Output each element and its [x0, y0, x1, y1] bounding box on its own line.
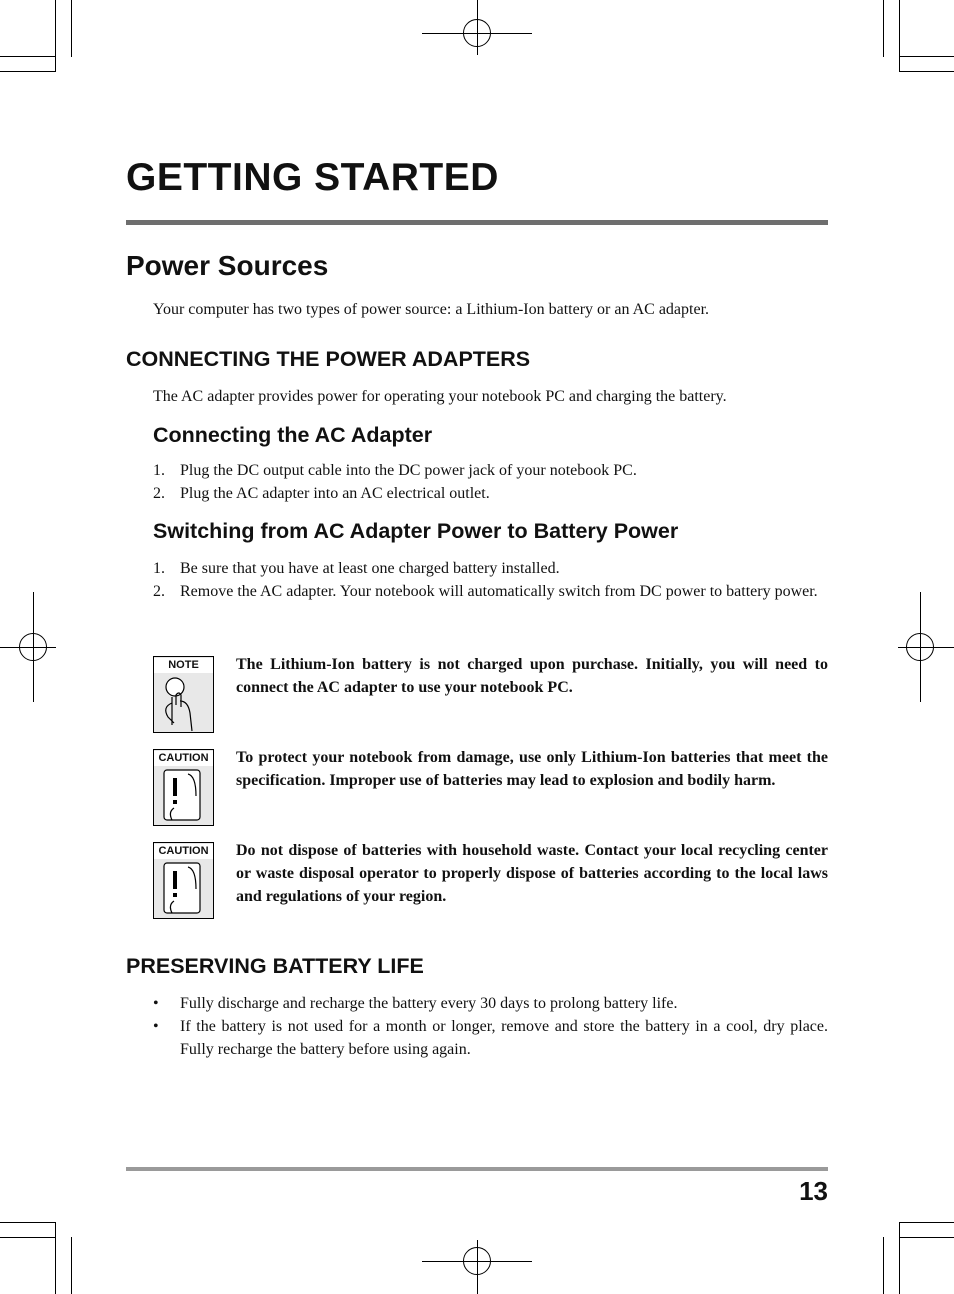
preserving-heading: PRESERVING BATTERY LIFE — [126, 954, 424, 978]
list-item — [153, 580, 828, 603]
list-marker: 1. — [153, 462, 165, 479]
page-number: 13 — [799, 1176, 828, 1206]
notice-label: CAUTION — [154, 844, 213, 859]
list-item — [153, 482, 828, 505]
note-hand-icon — [153, 656, 214, 733]
footer-rule — [126, 1167, 828, 1171]
list-text: Plug the DC output cable into the DC power jack of your notebook PC. — [180, 462, 637, 479]
notice-label: NOTE — [154, 658, 213, 673]
caution-exclamation-icon — [153, 749, 214, 826]
list-item — [153, 992, 828, 1015]
list-item — [153, 557, 828, 580]
notice-text: Do not dispose of batteries with household waste. Contact your local recycling center or waste disposal operator to properly dispose of batteries according to the local laws and regulations of your region. — [236, 842, 828, 905]
list-marker: • — [153, 995, 159, 1012]
caution-exclamation-icon — [153, 842, 214, 919]
switching-steps — [153, 557, 828, 603]
notice-text: To protect your notebook from damage, use only Lithium-Ion batteries that meet the specification. Improper use of batteries may lead to explosion and bodily harm. — [236, 749, 828, 789]
preserving-bullets — [153, 992, 828, 1061]
list-item — [153, 459, 828, 482]
list-text: Be sure that you have at least one charged battery installed. — [180, 560, 560, 577]
chapter-title: GETTING STARTED — [126, 156, 499, 199]
ac-adapter-heading: Connecting the AC Adapter — [153, 423, 433, 447]
list-text: Plug the AC adapter into an AC electrical outlet. — [180, 485, 490, 502]
list-marker: • — [153, 1018, 159, 1035]
switching-heading: Switching from AC Adapter Power to Battery Power — [153, 519, 679, 543]
connecting-heading: CONNECTING THE POWER ADAPTERS — [126, 347, 531, 371]
connecting-paragraph: The AC adapter provides power for operating your notebook PC and charging the battery. — [153, 388, 727, 405]
list-marker: 1. — [153, 560, 165, 577]
notice-text: The Lithium-Ion battery is not charged upon purchase. Initially, you will need to connect the AC adapter to use your notebook PC. — [236, 656, 828, 696]
notice-label: CAUTION — [154, 751, 213, 766]
list-marker: 2. — [153, 583, 165, 600]
ac-adapter-steps — [153, 459, 828, 505]
list-text: Fully discharge and recharge the battery every 30 days to prolong battery life. — [180, 995, 678, 1012]
list-marker: 2. — [153, 485, 165, 502]
list-item — [153, 1015, 828, 1061]
list-text: Remove the AC adapter. Your notebook will automatically switch from DC power to battery power. — [180, 583, 818, 600]
title-rule — [126, 220, 828, 225]
intro-paragraph: Your computer has two types of power source: a Lithium-Ion battery or an AC adapter. — [153, 301, 710, 318]
section-title: Power Sources — [126, 250, 329, 281]
list-text: If the battery is not used for a month or longer, remove and store the battery in a cool, dry place. Fully recharge the battery before using again. — [180, 1018, 828, 1058]
